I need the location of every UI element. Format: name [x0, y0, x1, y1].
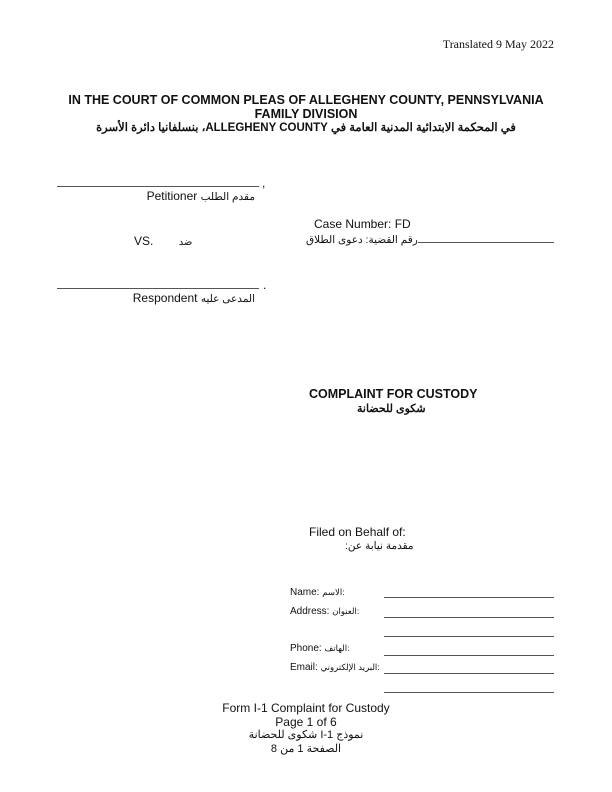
petitioner-comma: ,: [262, 176, 266, 190]
case-number-line[interactable]: [418, 242, 554, 243]
petitioner-label-ar: مقدم الطلب: [200, 191, 255, 203]
court-division: FAMILY DIVISION: [254, 107, 358, 121]
email-field-line-1[interactable]: [384, 673, 554, 674]
respondent-label-ar: المدعى عليه: [200, 293, 255, 305]
translation-note: Translated 9 May 2022: [442, 37, 554, 51]
page-footer: [0, 702, 612, 756]
email-label-en: Email:: [290, 662, 318, 673]
respondent-label: [133, 291, 255, 305]
court-name: IN THE COURT OF COMMON PLEAS OF ALLEGHENY COUNTY, PENNSYLVANIA: [68, 93, 544, 107]
phone-label-en: Phone:: [290, 643, 322, 654]
phone-field-line[interactable]: [384, 655, 554, 656]
email-label-ar: البريد الإلكتروني:: [320, 662, 380, 672]
phone-label-ar: الهاتف:: [324, 643, 350, 653]
footer-form-title: Form I-1 Complaint for Custody: [222, 701, 390, 715]
filed-on-behalf-label: Filed on Behalf of:: [309, 525, 406, 539]
address-label-ar: العنوان:: [332, 606, 360, 616]
court-heading: [0, 93, 612, 135]
case-number-label-arabic: رقم القضية: دعوى الطلاق: [306, 234, 418, 246]
email-field-label: [290, 662, 380, 673]
respondent-dot: .: [263, 278, 267, 292]
document-title: COMPLAINT FOR CUSTODY: [309, 387, 478, 401]
footer-page-number-arabic: الصفحة 1 من 8: [270, 742, 342, 755]
address-label-en: Address:: [290, 606, 330, 617]
versus-label: [134, 234, 192, 248]
footer-form-title-arabic: نموذج I-1 شكوى للحضانة: [248, 729, 364, 741]
address-field-line-2[interactable]: [384, 636, 554, 637]
name-field-line[interactable]: [384, 597, 554, 598]
court-name-arabic: في المحكمة الابتدائية المدنية العامة في ALLEGHENY COUNTY، بنسلفانيا دائرة الأسرة: [96, 122, 516, 134]
address-field-line-1[interactable]: [384, 617, 554, 618]
address-field-label: [290, 606, 359, 617]
phone-field-label: [290, 643, 349, 654]
versus-label-ar: ضد: [178, 237, 193, 248]
respondent-name-line[interactable]: [57, 288, 259, 289]
petitioner-name-line[interactable]: [57, 186, 259, 187]
respondent-label-en: Respondent: [132, 291, 198, 305]
versus-label-en: VS.: [134, 234, 154, 248]
case-number-label: Case Number: FD: [314, 217, 411, 231]
petitioner-label-en: Petitioner: [146, 189, 198, 203]
name-label-ar: الاسم:: [322, 587, 345, 597]
name-field-label: [290, 587, 345, 598]
filed-on-behalf-label-arabic: مقدمة نيابة عن:: [345, 540, 414, 552]
document-title-arabic: شكوى للحضانة: [357, 403, 426, 415]
name-label-en: Name:: [290, 587, 320, 598]
petitioner-label: [147, 189, 255, 203]
email-field-line-2[interactable]: [384, 692, 554, 693]
footer-page-number: Page 1 of 6: [275, 714, 337, 729]
